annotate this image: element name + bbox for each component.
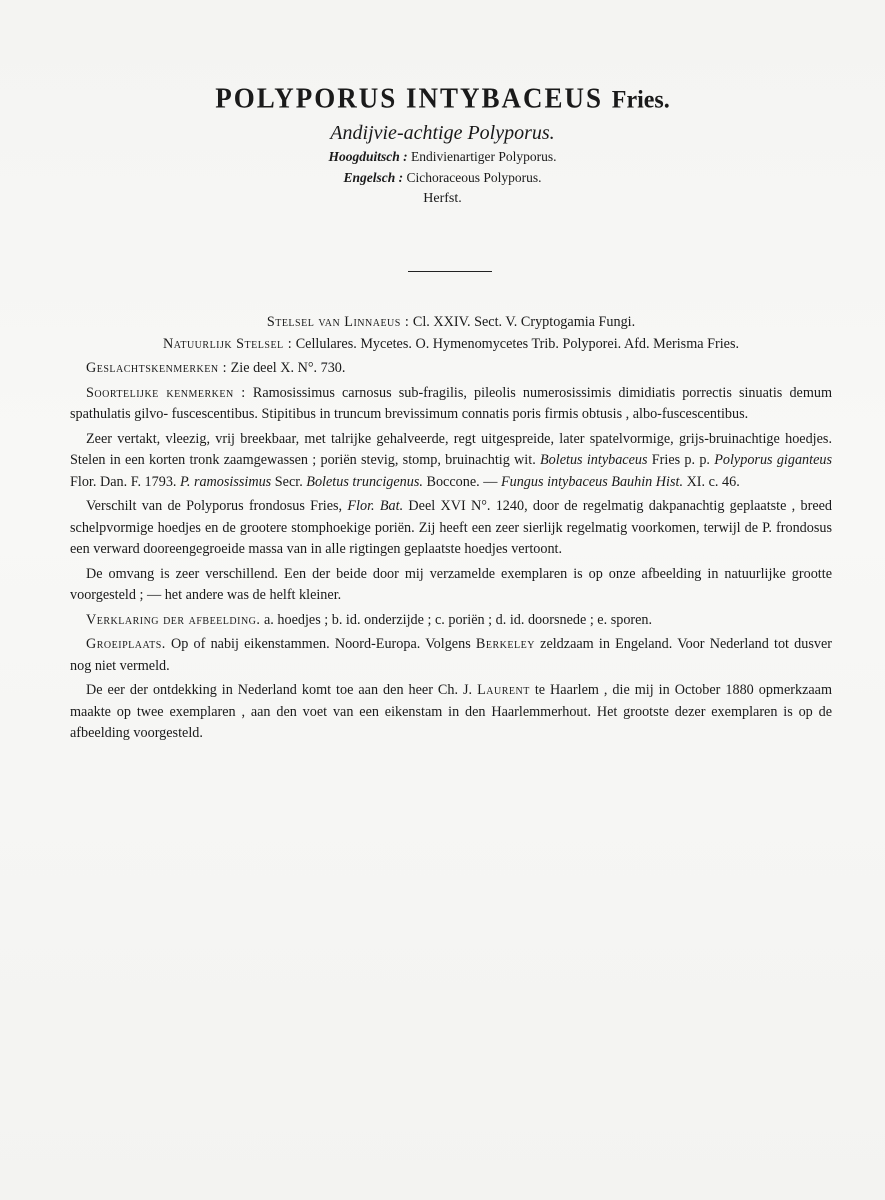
divider-rule xyxy=(408,271,492,272)
linnaeus-label: Stelsel van Linnaeus : xyxy=(266,314,410,330)
natural-system xyxy=(70,334,832,356)
comparison-pre: Verschilt van de Polyporus frondosus Fries, xyxy=(86,498,343,514)
german-name: Endivienartiger Polyporus. xyxy=(411,149,557,164)
english-name-line xyxy=(0,167,885,188)
explanation-text: a. hoedjes ; b. id. onderzijde ; c. poriën ; d. id. doorsnede ; e. sporen. xyxy=(263,611,653,628)
explanation-paragraph xyxy=(70,610,832,632)
page-title xyxy=(0,81,885,117)
genus-characteristics xyxy=(70,358,832,380)
title-author: Fries. xyxy=(611,86,670,114)
habitat-name: Berkeley xyxy=(475,636,535,652)
species-characteristics xyxy=(70,383,832,426)
description-text: Zeer vertakt, vleezig, vrij breekbaar, met talrijke gehalveerde, regt uitgespreide, later spatelvormige, grijs-bruinachtige hoedjes. Stelen in een korten tronk zaamgewassen ; poriën stevig, stomp, bruinachtig wit. xyxy=(70,430,832,468)
synonym-3: P. ramosissimus xyxy=(180,473,272,490)
synonym-5-ref: XI. c. 46. xyxy=(686,473,740,490)
discovery-name: Laurent xyxy=(477,682,530,698)
synonym-4-author: Boccone. — xyxy=(426,473,498,490)
linnaeus-system xyxy=(70,312,832,334)
discovery-pre: De eer der ontdekking in Nederland komt toe aan den heer Ch. J. xyxy=(86,682,473,698)
german-label: Hoogduitsch : xyxy=(328,149,408,164)
season: Herfst. xyxy=(423,191,462,206)
dutch-name: Andijvie-achtige Polyporus. xyxy=(330,122,555,144)
title-main: POLYPORUS INTYBACEUS xyxy=(215,82,604,114)
habitat-post: zeldzaam in Engeland. Voor Nederland tot dusver nog niet vermeld. xyxy=(70,636,832,674)
page-header xyxy=(0,82,885,209)
species-label: Soortelijke kenmerken : xyxy=(86,384,246,401)
synonym-3-author: Secr. xyxy=(274,473,303,490)
comparison-ref: Flor. Bat. xyxy=(347,498,404,514)
habitat-label: Groeiplaats. xyxy=(86,636,166,652)
natural-value: Cellulares. Mycetes. O. Hymenomycetes Trib. Polyporei. Afd. Merisma Fries. xyxy=(295,335,740,352)
german-name-line xyxy=(0,146,885,167)
genus-value: Zie deel X. N°. 730. xyxy=(230,360,346,376)
document-body xyxy=(70,312,832,745)
comparison-paragraph xyxy=(70,496,832,561)
synonym-1: Boletus intybaceus xyxy=(540,452,648,468)
synonym-4: Boletus truncigenus. xyxy=(306,473,423,490)
description-paragraph xyxy=(70,429,832,494)
comparison-post: Deel XVI N°. 1240, door de regelmatig dakpanachtig geplaatste , breed schelpvormige hoedjes en de grootere stomphoekige poriën. Zij heeft een zeer sierlijk regelmatig voorkomen, terwijl de P. frondosus een verward dooreengegroeide massa van in alle rigtingen geplaatste hoedjes vertoont. xyxy=(70,498,833,557)
genus-label: Geslachtskenmerken : xyxy=(86,360,228,376)
discovery-post: te Haarlem , die mij in October 1880 opmerkzaam maakte op twee exemplaren , aan den voet van een eikenstam in den Haarlemmerhout. Het grootste dezer exemplaren is op de afbeelding voorgesteld. xyxy=(70,682,833,741)
size-paragraph: De omvang is zeer verschillend. Een der beide door mij verzamelde exemplaren is op onze afbeelding in natuurlijke grootte voorgesteld ; — het andere was de helft kleiner. xyxy=(70,565,832,603)
habitat-paragraph xyxy=(70,634,832,677)
english-name: Cichoraceous Polyporus. xyxy=(406,170,542,185)
synonym-2-ref: Flor. Dan. F. 1793. xyxy=(70,473,177,490)
synonym-2: Polyporus giganteus xyxy=(714,452,832,468)
synonym-5: Fungus intybaceus Bauhin Hist. xyxy=(500,473,684,490)
discovery-paragraph xyxy=(70,680,832,745)
species-latin: Ramosissimus carnosus sub-fragilis, pileolis numerosissimis dimidiatis porrectis sinuatis demum spathulatis gilvo- fuscescentibus. Stipitibus in truncum brevissimum connatis poris firmis obtusis , albo-fuscescentibus. xyxy=(70,384,832,422)
english-label: Engelsch : xyxy=(343,170,404,185)
synonym-1-author: Fries p. p. xyxy=(651,452,710,468)
habitat-pre: Op of nabij eikenstammen. Noord-Europa. Volgens xyxy=(171,636,471,652)
explanation-label: Verklaring der afbeelding. xyxy=(86,611,261,628)
linnaeus-value: Cl. XXIV. Sect. V. Cryptogamia Fungi. xyxy=(412,314,636,330)
natural-label: Natuurlijk Stelsel : xyxy=(162,335,293,352)
